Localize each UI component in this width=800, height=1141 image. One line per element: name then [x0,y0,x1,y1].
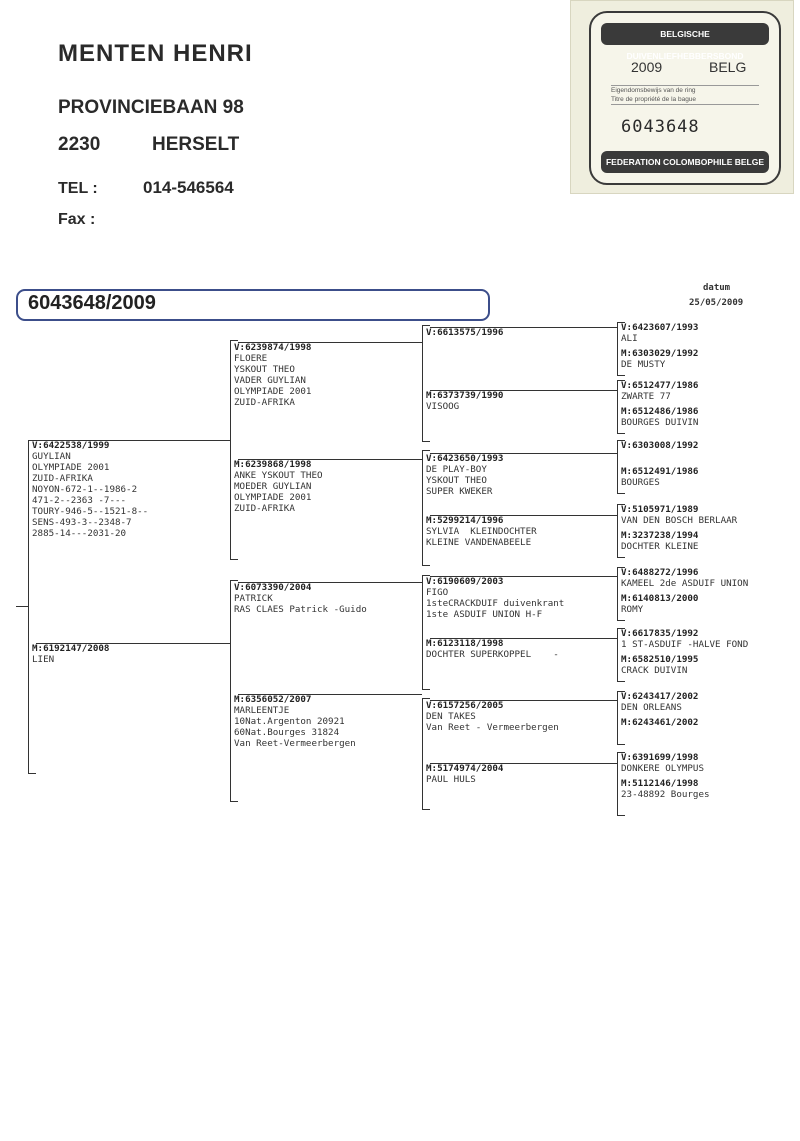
pigeon-info: DONKERE OLYMPUS [621,763,704,774]
ring-number: V:6613575/1996 [426,327,504,338]
ring-number: V:6423607/1993 [621,322,699,333]
certificate-frame [589,11,781,185]
fax-label: Fax : [58,211,96,228]
certificate-number: 6043648 [621,117,700,137]
sire-connector [36,440,230,441]
certificate-proof-text [611,85,759,105]
great-grandparent [426,638,559,660]
ring-number: V:6617835/1992 [621,628,699,639]
datum-label: datum [703,283,731,293]
great-great-grandparent-sire [621,380,698,402]
dam-connector [36,643,230,644]
ring-number: V:6157256/2005 [426,700,504,711]
ring-number: M:5174974/2004 [426,763,504,774]
ring-number: M:6356052/2007 [234,694,312,705]
pigeon-info: BOURGES [621,477,660,488]
ring-number: M:6373739/1990 [426,390,504,401]
pigeon-info: PATRICK RAS CLAES Patrick -Guido [234,593,367,615]
great-great-grandparent-sire [621,752,704,774]
great-grandparent-connector [430,638,617,639]
ring-number: V:6303008/1992 [621,440,699,451]
great-great-grandparent-dam [621,466,698,488]
pigeon-info: KAMEEL 2de ASDUIF UNION [621,578,749,589]
pigeon-info: VISOOG [426,401,460,412]
great-grandparent [426,700,559,733]
certificate-country: BELG [709,59,747,75]
pigeon-info: 1 ST-ASDUIF -HALVE FOND [621,639,749,650]
pigeon-info: DE MUSTY [621,359,666,370]
dam [32,643,109,665]
ring-number: M:3237238/1994 [621,530,699,541]
ring-number: V:6190609/2003 [426,576,504,587]
grandparent [234,694,356,749]
pigeon-info: VAN DEN BOSCH BERLAAR [621,515,738,526]
great-grandparent-connector [430,763,617,764]
grandparent-connector [238,694,422,695]
ring-number: M:6243461/2002 [621,717,699,728]
great-grandparent [426,763,503,785]
tel-number: 014-546564 [143,178,234,197]
ring-number: V:6073390/2004 [234,582,312,593]
ring-number: M:6303029/1992 [621,348,699,359]
great-grandparent-connector [430,327,617,328]
great-grandparent [426,515,537,548]
ring-number: M:6140813/2000 [621,593,699,604]
ring-number: V:6423650/1993 [426,453,504,464]
ring-number: M:6239868/1998 [234,459,312,470]
pigeon-info: ZWARTE 77 [621,391,671,402]
owner-name: MENTEN HENRI [58,40,253,67]
pigeon-info: DEN ORLEANS [621,702,682,713]
great-grandparent [426,390,503,412]
owner-street: PROVINCIEBAAN 98 [58,97,244,118]
great-great-grandparent-sire [621,440,698,451]
ownership-certificate [570,0,794,194]
certificate-bottom-banner: FEDERATION COLOMBOPHILE BELGE [601,151,769,173]
pigeon-info: PAUL HULS [426,774,476,785]
great-great-grandparent-dam [621,654,698,676]
great-great-grandparent-dam [621,717,698,728]
grandparent-connector [238,342,422,343]
ring-number: M:6512486/1986 [621,406,699,417]
tel-label: TEL : [58,180,98,197]
certificate-proof-nl: Eigendomsbewijs van de ring [611,87,696,94]
pigeon-info: ANKE YSKOUT THEO MOEDER GUYLIAN OLYMPIADE 2001 ZUID-AFRIKA [234,470,323,514]
grandparent [234,342,311,408]
ring-number: M:6123118/1998 [426,638,504,649]
ring-number: M:6512491/1986 [621,466,699,477]
great-great-grandparent-dam [621,348,698,370]
great-grandparent [426,327,503,338]
great-great-grandparent-sire [621,567,748,589]
owner-city: HERSELT [152,134,240,155]
pigeon-info: DE PLAY-BOY YSKOUT THEO SUPER KWEKER [426,464,493,497]
great-grandparent [426,576,564,620]
certificate-proof-fr: Titre de propriété de la bague [611,96,697,103]
pigeon-info: MARLEENTJE 10Nat.Argenton 20921 60Nat.Bourges 31824 Van Reet-Vermeerbergen [234,705,356,749]
great-grandparent-connector [430,453,617,454]
certificate-year: 2009 [631,59,663,75]
pedigree-subject-ring: 6043648/2009 [28,292,156,314]
bracket-great-grandparents [422,325,430,442]
great-grandparent-connector [430,700,617,701]
ring-number: M:6582510/1995 [621,654,699,665]
subject-connector [16,606,28,607]
pigeon-info: GUYLIAN OLYMPIADE 2001 ZUID-AFRIKA NOYON-672-1--1986-2 471-2--2363 -7--- TOURY-946-5--1521-8-- SENS-493-3--2348-7 2885-14---2031-20 [32,451,149,539]
grandparent [234,459,323,514]
owner-postcode: 2230 [58,134,101,155]
pigeon-info: BOURGES DUIVIN [621,417,699,428]
great-great-grandparent-dam [621,530,698,552]
sire [32,440,148,539]
ring-number: M:5112146/1998 [621,778,699,789]
ring-number: V:6488272/1996 [621,567,699,578]
ring-number: V:6422538/1999 [32,440,110,451]
ring-number: V:5105971/1989 [621,504,699,515]
great-grandparent [426,453,503,497]
certificate-top-banner: BELGISCHE DUIVENLIEFHEBBERSBOND [601,23,769,45]
datum-value: 25/05/2009 [689,298,744,308]
ring-number: V:6243417/2002 [621,691,699,702]
pigeon-info: DOCHTER SUPERKOPPEL - [426,649,559,660]
great-great-grandparent-sire [621,691,698,713]
pigeon-info: DEN TAKES Van Reet - Vermeerbergen [426,711,559,733]
great-great-grandparent-sire [621,504,737,526]
pigeon-info: ALI [621,333,638,344]
pigeon-info: SYLVIA KLEINDOCHTER KLEINE VANDENABEELE [426,526,537,548]
pigeon-info: 23-48892 Bourges [621,789,710,800]
great-great-grandparent-dam [621,593,698,615]
grandparent [234,582,367,615]
great-great-grandparent-dam [621,406,698,428]
ring-number: V:6512477/1986 [621,380,699,391]
ring-number: V:6239874/1998 [234,342,312,353]
ring-number: M:5299214/1996 [426,515,504,526]
great-grandparent-connector [430,515,617,516]
pigeon-info: DOCHTER KLEINE [621,541,699,552]
grandparent-connector [238,459,422,460]
pigeon-info: ROMY [621,604,644,615]
pigeon-info: LIEN [32,654,55,665]
pigeon-info: FLOERE YSKOUT THEO VADER GUYLIAN OLYMPIADE 2001 ZUID-AFRIKA [234,353,312,408]
great-grandparent-connector [430,576,617,577]
pigeon-info: CRACK DUIVIN [621,665,688,676]
grandparent-connector [238,582,422,583]
great-great-grandparent-dam [621,778,710,800]
great-grandparent-connector [430,390,617,391]
ring-number: M:6192147/2008 [32,643,110,654]
ring-number: V:6391699/1998 [621,752,699,763]
pigeon-info: FIGO 1steCRACKDUIF duivenkrant 1ste ASDUIF UNION H-F [426,587,565,620]
great-great-grandparent-sire [621,322,698,344]
great-great-grandparent-sire [621,628,748,650]
